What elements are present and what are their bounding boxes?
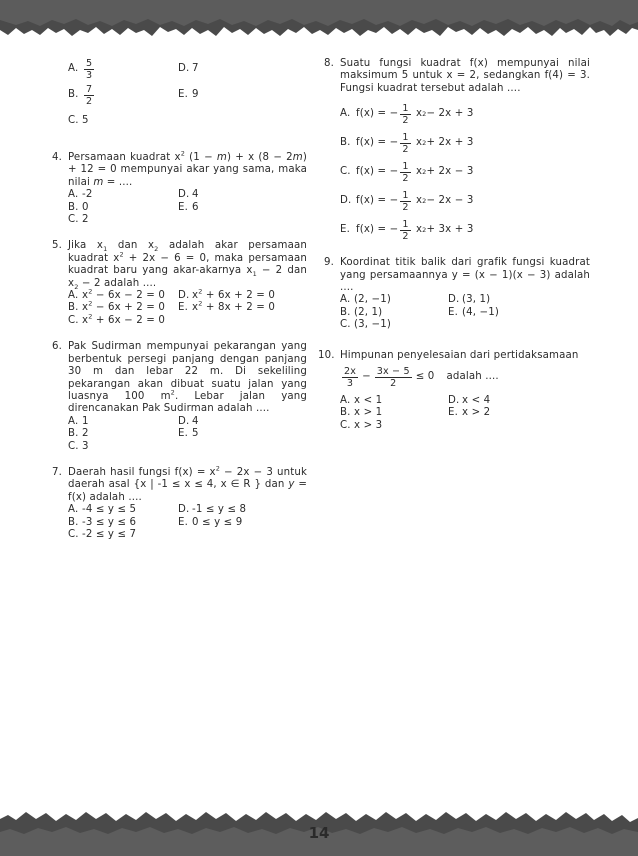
options <box>68 504 307 541</box>
option-a: A. -2 <box>68 189 93 201</box>
question-number: 6. <box>52 341 63 353</box>
option-e: E. x > 2 <box>448 407 491 419</box>
option-e: E. 6 <box>178 201 199 213</box>
right-column <box>318 58 590 446</box>
fraction: $\frac{1}{2}$ <box>402 189 409 213</box>
fraction: $\frac{1}{2}$ <box>402 131 409 155</box>
option-b: B. -3 ≤ y ≤ 6 <box>68 516 137 528</box>
question-number: 9. <box>324 257 335 269</box>
question-stem: Himpunan penyelesaian dari pertidaksamaan <box>340 349 579 361</box>
question-9 <box>318 257 590 331</box>
option-d: D. (3, 1) <box>448 294 491 306</box>
question-stem: Jika $x_1$ dan $x_2$ adalah akar persamaan kuadrat $x^2 + 2x - 6 = 0$, maka persamaan kuadrat baru yang akar-akarnya $x_1 - 2$ dan $x_2 - 2$ adalah .... <box>68 240 308 291</box>
option-d: D. -1 ≤ y ≤ 8 <box>178 504 247 516</box>
fraction: $\frac{1}{2}$ <box>402 160 409 184</box>
option-b: B. $\frac{7}{2}$ <box>68 83 93 107</box>
option-c: C. 3 <box>68 440 89 452</box>
option-c: C. f(x) = − $\frac{1}{2}$ x 2 + 2x − 3 <box>340 160 474 184</box>
option-a: A. 1 <box>68 415 89 427</box>
question-stem: Daerah hasil fungsi $f(x) = x^2 - 2x - 3$ untuk daerah asal {x | -1 ≤ x ≤ 4, x ∈ R } dan y = f(x) adalah .... <box>68 464 308 503</box>
question-stem: Koordinat titik balik dari grafik fungsi kuadrat yang persamaannya y = (x − 1)(x − 3) adalah .... <box>340 257 590 294</box>
question-number: 4. <box>52 152 63 163</box>
question-number: 5. <box>52 240 63 252</box>
option-e: E. $x^2 + 8x + 2 = 0$ <box>178 300 275 314</box>
fraction: $\frac{1}{2}$ <box>402 218 409 242</box>
question-number: 8. <box>324 58 335 69</box>
option-e: E. f(x) = − $\frac{1}{2}$ x 2 + 3x + 3 <box>340 218 474 242</box>
option-e: E. 9 <box>178 88 199 100</box>
inequality-expression: $\frac{2x}{3}$ − $\frac{3x - 5}{2}$ ≤ 0 adalah .... <box>344 366 499 390</box>
question-number: 10. <box>318 349 335 361</box>
option-c: C. (3, −1) <box>340 319 391 331</box>
question-6 <box>52 341 307 453</box>
options <box>340 395 590 432</box>
option-d: D. f(x) = − $\frac{1}{2}$ x 2 − 2x − 3 <box>340 189 474 213</box>
question-4 <box>52 149 307 226</box>
fraction: $\frac{5}{3}$ <box>86 57 93 81</box>
options <box>68 189 307 226</box>
previous-question-options <box>52 58 307 136</box>
option-a: A. -4 ≤ y ≤ 5 <box>68 504 137 516</box>
option-a: A. $\frac{5}{3}$ <box>68 57 93 81</box>
options <box>340 101 590 243</box>
option-d: D. $x^2 + 6x + 2 = 0$ <box>178 287 275 302</box>
option-a: A. x < 1 <box>340 395 383 407</box>
question-stem: Suatu fungsi kuadrat f(x) mempunyai nilai maksimum 5 untuk x = 2, sedangkan f(4) = 3. Fungsi kuadrat tersebut adalah .... <box>340 58 590 94</box>
question-10 <box>318 350 590 433</box>
question-5 <box>52 240 307 327</box>
option-a: A. $x^2 - 6x - 2 = 0$ <box>68 287 165 302</box>
option-c: C. -2 ≤ y ≤ 7 <box>68 528 137 540</box>
options <box>68 416 307 453</box>
option-c: C. $x^2 + 6x - 2 = 0$ <box>68 312 165 326</box>
option-d: D. 4 <box>178 189 199 201</box>
options <box>68 287 307 327</box>
option-d: D. x < 4 <box>448 395 491 407</box>
question-number: 7. <box>52 466 63 478</box>
option-b: B. $x^2 - 6x + 2 = 0$ <box>68 300 165 314</box>
option-c: C. x > 3 <box>340 419 383 431</box>
fraction: $\frac{1}{2}$ <box>402 102 409 126</box>
option-b: B. f(x) = − $\frac{1}{2}$ x 2 + 2x + 3 <box>340 131 474 155</box>
fraction: $\frac{3x - 5}{2}$ <box>376 366 410 390</box>
top-decorative-band <box>0 0 638 52</box>
option-d: D. 4 <box>178 415 199 427</box>
option-b: B. 2 <box>68 428 89 440</box>
question-7 <box>52 464 308 541</box>
option-b: B. x > 1 <box>340 407 383 419</box>
option-a: A. f(x) = − $\frac{1}{2}$ x 2 − 2x + 3 <box>340 102 474 126</box>
option-e: E. 5 <box>178 428 199 440</box>
question-8 <box>318 58 590 243</box>
page-number: 14 <box>308 824 330 842</box>
option-e: E. (4, −1) <box>448 306 499 318</box>
option-c: C. 2 <box>68 214 89 226</box>
fraction: $\frac{2x}{3}$ <box>344 366 357 390</box>
fraction: $\frac{7}{2}$ <box>86 83 93 107</box>
option-a: A. (2, −1) <box>340 294 391 306</box>
question-stem: Persamaan kuadrat $x^2$ (1 − m) + x (8 − 2m) + 12 = 0 mempunyai akar yang sama, maka nilai m = .... <box>68 149 307 188</box>
option-d: D. 7 <box>178 62 199 74</box>
options <box>340 294 590 331</box>
option-e: E. 0 ≤ y ≤ 9 <box>178 516 243 528</box>
option-c: C. 5 <box>68 114 89 126</box>
question-stem: Pak Sudirman mempunyai pekarangan yang berbentuk persegi panjang dengan panjang 30 m dan lebar 22 m. Di sekeliling pekarangan akan dibuat suatu jalan yang luasnya 100 $m^2$. Lebar jalan yang direncanakan Pak Sudirman adalah .... <box>68 341 307 415</box>
option-b: B. (2, 1) <box>340 306 383 318</box>
option-b: B. 0 <box>68 201 89 213</box>
left-column <box>52 58 307 555</box>
